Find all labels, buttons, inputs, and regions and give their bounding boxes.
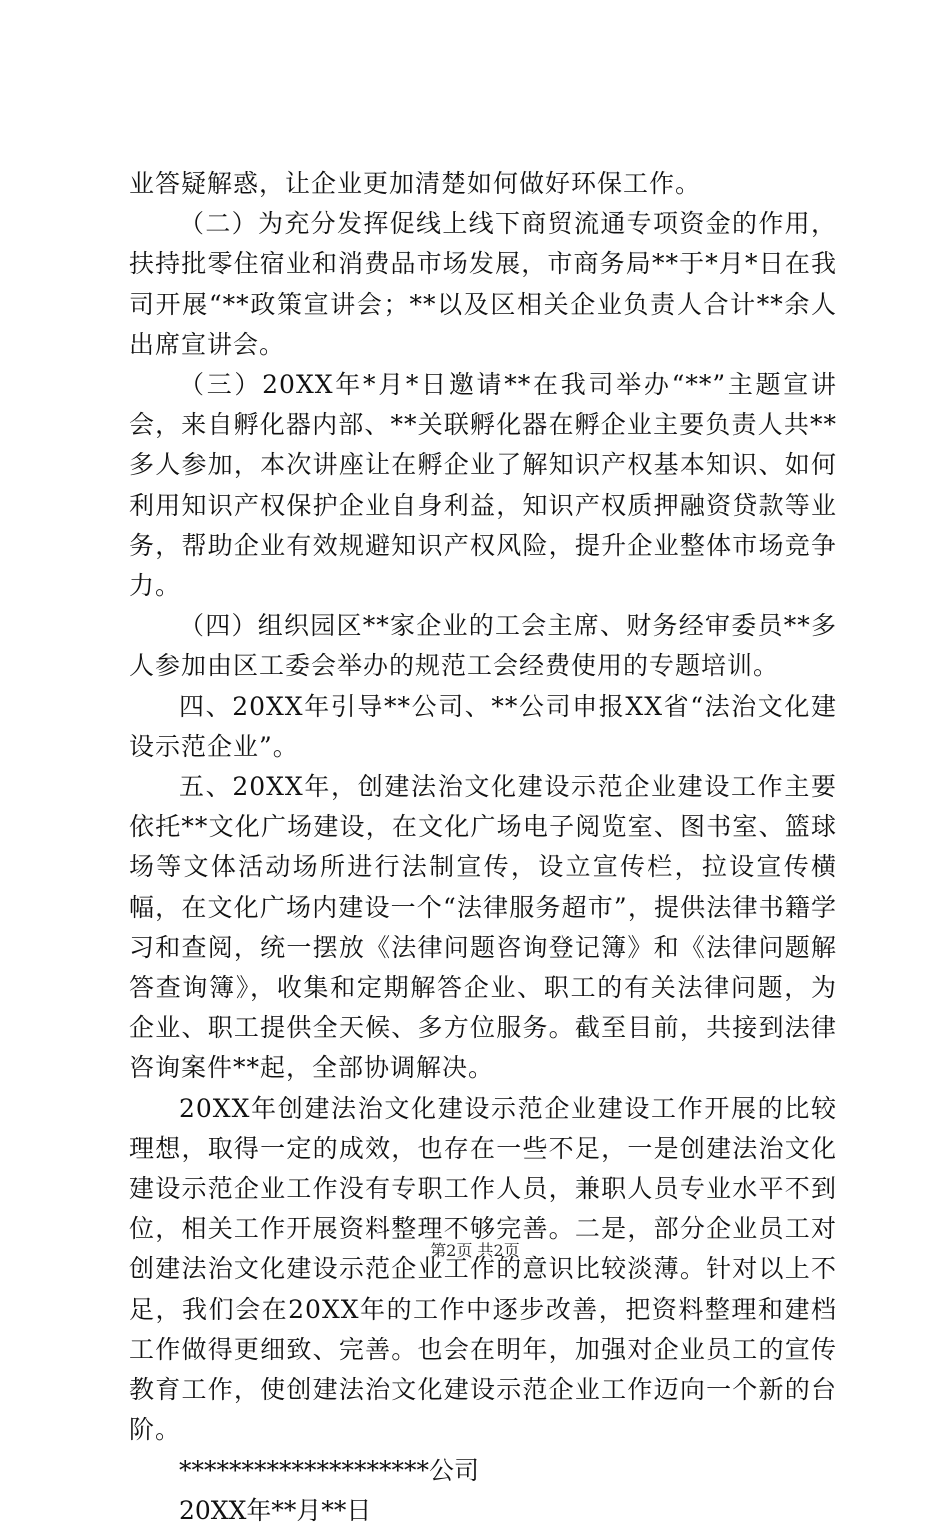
document-body xyxy=(129,164,837,1531)
paragraph-section-5: 五、20XX年，创建法治文化建设示范企业建设工作主要依托**文化广场建设，在文化广场电子阅览室、图书室、篮球场等文体活动场所进行法制宣传，设立宣传栏，拉设宣传横幅，在文化广场内建设一个“法律服务超市”，提供法律书籍学习和查阅，统一摆放《法律问题咨询登记簿》和《法律问题解答查询簿》，收集和定期解答企业、职工的有关法律问题，为企业、职工提供全天候、多方位服务。截至目前，共接到法律咨询案件**起，全部协调解决。 xyxy=(129,772,837,1083)
paragraph-item-3: （三）20XX年*月*日邀请**在我司举办“**”主题宣讲会，来自孵化器内部、**关联孵化器在孵企业主要负责人共**多人参加，本次讲座让在孵企业了解知识产权基本知识、如何利用知识产权保护企业自身利益，知识产权质押融资贷款等业务，帮助企业有效规避知识产权风险，提升企业整体市场竞争力。 xyxy=(129,370,837,601)
paragraph-item-4: （四）组织园区**家企业的工会主席、财务经审委员**多人参加由区工委会举办的规范工会经费使用的专题培训。 xyxy=(129,611,837,681)
signature-company: ********************公司 xyxy=(179,1455,480,1485)
paragraph-item-2: （二）为充分发挥促线上线下商贸流通专项资金的作用，扶持批零住宿业和消费品市场发展，市商务局**于*月*日在我司开展“**政策宣讲会；**以及区相关企业负责人合计**余人出席宣讲会。 xyxy=(129,209,837,359)
paragraph-summary: 20XX年创建法治文化建设示范企业建设工作开展的比较理想，取得一定的成效，也存在一些不足，一是创建法治文化建设示范企业工作没有专职工作人员，兼职人员专业水平不到位，相关工作开展资料整理不够完善。二是，部分企业员工对创建法治文化建设示范企业工作的意识比较淡薄。针对以上不足，我们会在20XX年的工作中逐步改善，把资料整理和建档工作做得更细致、完善。也会在明年，加强对企业员工的宣传教育工作，使创建法治文化建设示范企业工作迈向一个新的台阶。 xyxy=(129,1093,837,1445)
paragraph-section-4: 四、20XX年引导**公司、**公司申报XX省“法治文化建设示范企业”。 xyxy=(129,691,837,761)
page-number-footer: 第2页 共2页 xyxy=(430,1241,520,1260)
paragraph-continuation: 业答疑解惑，让企业更加清楚如何做好环保工作。 xyxy=(129,169,702,198)
signature-date: 20XX年**月**日 xyxy=(179,1495,372,1525)
